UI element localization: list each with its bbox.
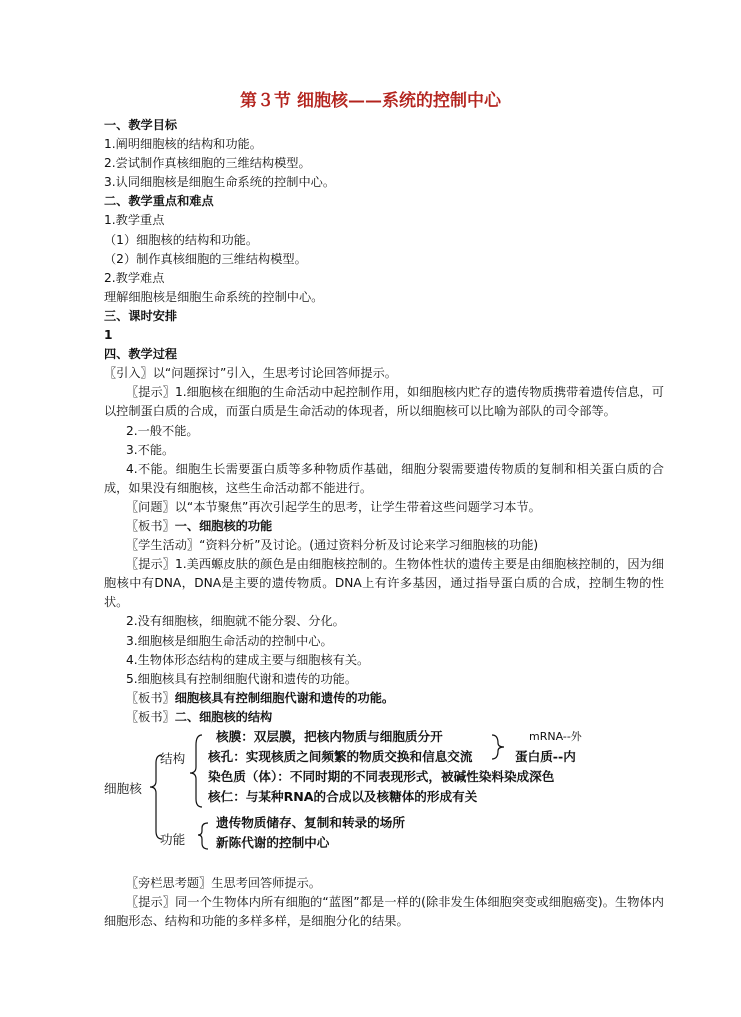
answer-line: 3.细胞核是细胞生命活动的控制中心。 xyxy=(126,633,333,648)
diagram-chromatin-text: 染色质（体）：不同时期的不同表现形式，被碱性染料染成深色 xyxy=(208,769,555,784)
activity-line: 〖学生活动〗“资料分析”及讨论。(通过资料分析及讨论来学习细胞核的功能) xyxy=(126,538,539,553)
key-point-line: （1）细胞核的结构和功能。 xyxy=(104,232,259,247)
bracket-function xyxy=(198,823,208,849)
hint-paragraph: 〖提示〗1.细胞核在细胞的生命活动中起控制作用，如细胞核内贮存的遗传物质携带着遗传信息，可以控制蛋白质的合成，而蛋白质是生命活动的体现者，所以细胞核可以比喻为部队的司令部等。 xyxy=(104,385,664,419)
section-heading-key-points: 二、教学重点和难点 xyxy=(104,194,214,209)
section-heading-process: 四、教学过程 xyxy=(104,347,178,362)
hint-paragraph: 〖提示〗1.美西螈皮肤的颜色是由细胞核控制的。生物体性状的遗传主要是由细胞核控制的，因为细胞核中有DNA，DNA是主要的遗传物质。DNA上有许多基因，通过指导蛋白质的合成，控制生物的性状。 xyxy=(104,557,664,610)
board-prefix: 〖板书〗 xyxy=(126,690,175,705)
board-line xyxy=(104,689,664,708)
diagram-pore-text: 核孔：实现核质之间频繁的物质交换和信息交流 xyxy=(208,749,473,764)
page-title: 第３节 细胞核——系统的控制中心 xyxy=(240,91,501,111)
bracket-structure xyxy=(190,735,202,807)
diagram-structure-label: 结构 xyxy=(160,751,186,766)
diagram-root-label: 细胞核 xyxy=(104,781,142,796)
schedule-value: 1 xyxy=(104,328,113,343)
section-heading-objectives: 一、教学目标 xyxy=(104,118,178,132)
bracket-mrna xyxy=(492,735,504,759)
board-text: 细胞核具有控制细胞代谢和遗传的功能。 xyxy=(174,690,395,705)
diagram-function-label: 功能 xyxy=(160,832,186,847)
diagram-function-2: 新陈代谢的控制中心 xyxy=(216,835,330,850)
sidebar-question-line: 〖旁栏思考题〗生思考回答师提示。 xyxy=(126,876,321,890)
key-point-line: 理解细胞核是细胞生命系统的控制中心。 xyxy=(104,289,324,304)
diagram-protein-text: 蛋白质--内 xyxy=(515,749,576,764)
answer-line: 3.不能。 xyxy=(126,442,175,457)
section-heading-schedule: 三、课时安排 xyxy=(104,308,178,323)
key-point-line: 2.教学难点 xyxy=(104,270,165,285)
diagram-function-1: 遗传物质储存、复制和转录的场所 xyxy=(216,815,405,830)
objective-item: 3.认同细胞核是细胞生命系统的控制中心。 xyxy=(104,175,336,190)
diagram-mrna-text: mRNA--外 xyxy=(529,730,582,743)
answer-line: 2.没有细胞核，细胞就不能分裂、分化。 xyxy=(126,614,345,629)
hint-paragraph: 〖提示〗同一个生物体内所有细胞的“蓝图”都是一样的(除非发生体细胞突变或细胞癌变)。生物体内细胞形态、结构和功能的多样多样，是细胞分化的结果。 xyxy=(104,895,664,929)
objective-item: 2.尝试制作真核细胞的三维结构模型。 xyxy=(104,156,311,171)
answer-line: 5.细胞核具有控制细胞代谢和遗传的功能。 xyxy=(126,671,358,686)
board-prefix: 〖板书〗 xyxy=(126,518,175,533)
nucleus-structure-diagram xyxy=(104,727,664,855)
diagram-membrane-text: 核膜：双层膜，把核内物质与细胞质分开 xyxy=(216,729,443,744)
diagram-nucleolus-text: 核仁：与某种RNA的合成以及核糖体的形成有关 xyxy=(208,789,478,804)
answer-paragraph: 4.不能。细胞生长需要蛋白质等多种物质作基础，细胞分裂需要遗传物质的复制和相关蛋白质的合成，如果没有细胞核，这些生命活动都不能进行。 xyxy=(104,461,664,495)
question-line: 〖问题〗以“本节聚焦”再次引起学生的思考，让学生带着这些问题学习本节。 xyxy=(126,499,541,514)
objective-item: 1.阐明细胞核的结构和功能。 xyxy=(104,137,262,152)
document-body xyxy=(104,116,664,931)
board-prefix: 〖板书〗 xyxy=(126,709,175,724)
key-point-line: 1.教学重点 xyxy=(104,213,165,228)
key-point-line: （2）制作真核细胞的三维结构模型。 xyxy=(104,251,307,266)
board-text: 二、细胞核的结构 xyxy=(174,709,273,724)
board-text: 一、细胞核的功能 xyxy=(174,518,273,533)
answer-line: 4.生物体形态结构的建成主要与细胞核有关。 xyxy=(126,652,370,667)
board-line xyxy=(104,517,664,536)
answer-line: 2.一般不能。 xyxy=(126,423,199,438)
intro-line: 〖引入〗以“问题探讨”引入，生思考讨论回答师提示。 xyxy=(104,366,397,381)
board-line xyxy=(104,708,664,727)
